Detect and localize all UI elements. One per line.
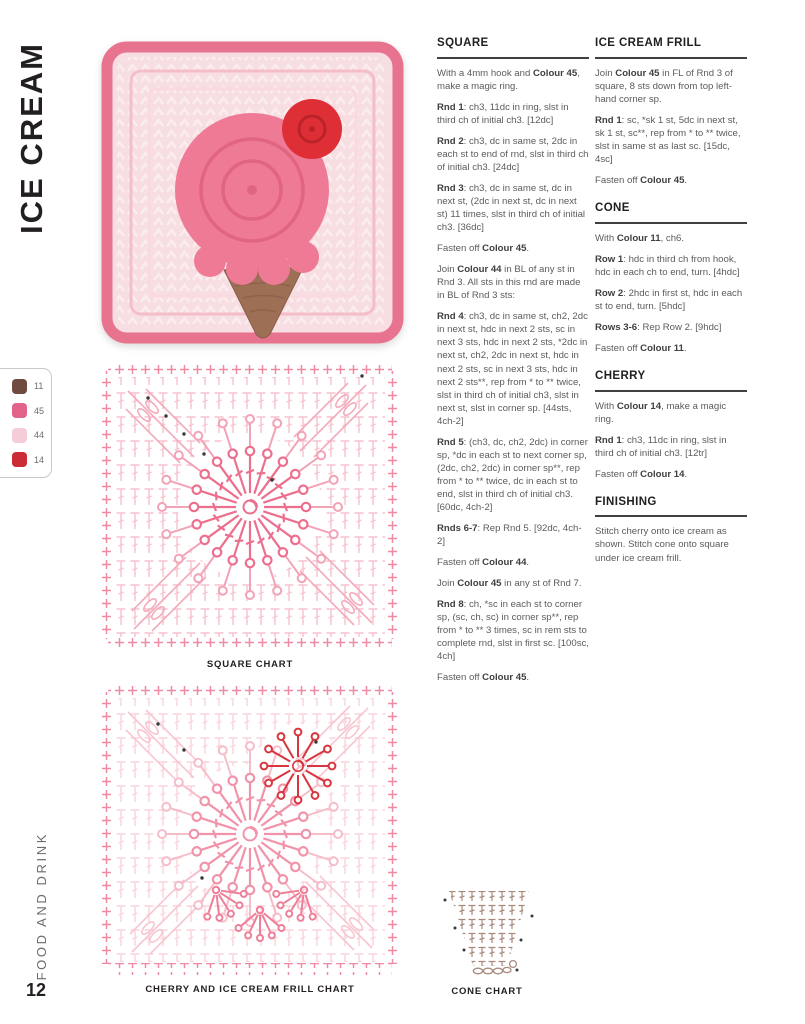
heading-rule	[595, 222, 747, 224]
heading-rule	[437, 57, 589, 59]
pattern-paragraph: Row 1: hdc in third ch from hook, hdc in each ch to end, turn. [4hdc]	[595, 253, 740, 278]
colour-label: 44	[34, 430, 45, 441]
page-title: ICE CREAM	[14, 42, 49, 234]
colour-label: 14	[34, 454, 45, 465]
section-square	[437, 36, 589, 685]
heading-rule	[595, 57, 747, 59]
pattern-paragraph: Fasten off Colour 44.	[437, 557, 530, 569]
pattern-paragraph: Join Colour 45 in any st of Rnd 7.	[437, 578, 582, 590]
pattern-paragraph: Rnd 5: (ch3, dc, ch2, 2dc) in corner sp, *dc in each st to next corner sp, (2dc, ch2, 2dc) in corner sp**, rep from * to ** twice, dc in each st to end, slst in third ch of initial ch3. [60dc, 4ch-2]	[437, 436, 588, 513]
section-ice-cream-frill	[595, 36, 747, 187]
pattern-paragraph: Rnd 1: sc, *sk 1 st, 5dc in next st, sk 1 st, sc**, rep from * to ** twice, slst in same st as last sc. [15dc, 4sc]	[595, 114, 741, 165]
colour-label: 11	[34, 381, 44, 392]
pattern-paragraph: Join Colour 45 in FL of Rnd 3 of square, 8 sts down from top left-hand corner sp.	[595, 67, 733, 105]
pattern-paragraph: Rnd 3: ch3, dc in same st, dc in next st, (2dc in next st, dc in next st) 11 times, slst in third ch of initial ch3. [36dc]	[437, 182, 586, 234]
pattern-paragraph: Fasten off Colour 45.	[437, 243, 530, 255]
cherry-frill-chart-diagram	[100, 684, 400, 976]
pattern-paragraph: Rows 3-6: Rep Row 2. [9hdc]	[595, 321, 722, 333]
pattern-paragraph: Rnd 4: ch3, dc in same st, ch2, 2dc in next st, hdc in next 2 sts, sc in next 3 sts, hdc in next 2 sts, *2dc in next st, ch2, 2dc in next st, hdc in next 2 sts, sc in next 3 sts, hdc in next 2 sts**, rep from * to ** twice, slst in third ch of initial ch3, slst in next st, slst in corner sp. [44sts, 4ch-2]	[437, 311, 588, 427]
pattern-paragraph: With Colour 11, ch6.	[595, 232, 685, 244]
section-heading: SQUARE	[437, 37, 489, 49]
section-heading: FINISHING	[595, 495, 657, 508]
heading-rule	[595, 390, 747, 392]
colour-swatch-45	[12, 403, 27, 418]
pattern-paragraph: Rnd 8: ch, *sc in each st to corner sp, (sc, ch, sc) in corner sp**, rep from * to ** 3 times, sc in rem sts to complete rnd, slst in first sc. [100sc, 4ch]	[437, 599, 589, 663]
cone-chart-diagram	[437, 888, 537, 978]
pattern-paragraph: With a 4mm hook and Colour 45, make a magic ring.	[437, 67, 580, 92]
pattern-paragraph: Fasten off Colour 11.	[595, 342, 687, 354]
cherry-and-frill-chart	[100, 684, 400, 995]
section-heading: ICE CREAM FRILL	[595, 37, 702, 49]
legend-item	[12, 452, 51, 467]
legend-item	[12, 428, 51, 443]
section-cherry	[595, 369, 747, 481]
ice-cream-square-photo	[100, 40, 405, 345]
cherry-frill-chart-caption: CHERRY AND ICE CREAM FRILL CHART	[145, 984, 355, 995]
pattern-paragraph: With Colour 14, make a magic ring.	[595, 400, 727, 425]
colour-swatch-14	[12, 452, 27, 467]
pattern-paragraph: Rnd 2: ch3, dc in same st, 2dc in each st to end of rnd, slst in third ch of initial ch3. [24dc]	[437, 135, 589, 173]
cherry-applique	[282, 99, 342, 159]
pattern-paragraph: Rnds 6-7: Rep Rnd 5. [92dc, 4ch-2]	[437, 523, 582, 548]
pattern-paragraph: Row 2: 2hdc in first st, hdc in each st to end, turn. [5hdc]	[595, 287, 743, 312]
square-chart-caption: SQUARE CHART	[206, 659, 294, 670]
pattern-paragraph: Stitch cherry onto ice cream as shown. Stitch cone onto square under ice cream frill.	[595, 526, 729, 564]
pattern-paragraph: Fasten off Colour 45.	[595, 174, 688, 186]
cone-chart	[437, 888, 537, 997]
page-number: 12	[26, 980, 47, 1000]
heading-rule	[595, 515, 747, 517]
square-chart-diagram	[100, 363, 400, 651]
section-cone	[595, 201, 747, 355]
colour-label: 45	[34, 405, 45, 416]
section-finishing	[595, 495, 747, 565]
legend-item	[12, 403, 51, 418]
instructions-column-2	[595, 36, 747, 573]
pattern-paragraph: Join Colour 44 in BL of any st in Rnd 3. All sts in this rnd are made in BL of Rnd 3 sts:	[437, 264, 581, 302]
legend-item	[12, 379, 51, 394]
section-heading: CHERRY	[595, 369, 646, 382]
pattern-paragraph: Fasten off Colour 45.	[437, 672, 530, 684]
ice-cream-photo-illustration	[100, 40, 405, 345]
instructions-column-1	[437, 36, 589, 693]
square-chart	[100, 363, 400, 670]
page-category: FOOD AND DRINK	[34, 832, 49, 981]
section-heading: CONE	[595, 202, 630, 214]
colour-legend	[0, 368, 52, 478]
pattern-paragraph: Rnd 1: ch3, 11dc in ring, slst in third ch of initial ch3. [12tr]	[595, 434, 727, 459]
colour-swatch-11	[12, 379, 27, 394]
pattern-paragraph: Rnd 1: ch3, 11dc in ring, slst in third ch of initial ch3. [12dc]	[437, 101, 569, 126]
cone-chart-caption: CONE CHART	[451, 986, 523, 997]
pattern-paragraph: Fasten off Colour 14.	[595, 468, 688, 480]
colour-swatch-44	[12, 428, 27, 443]
